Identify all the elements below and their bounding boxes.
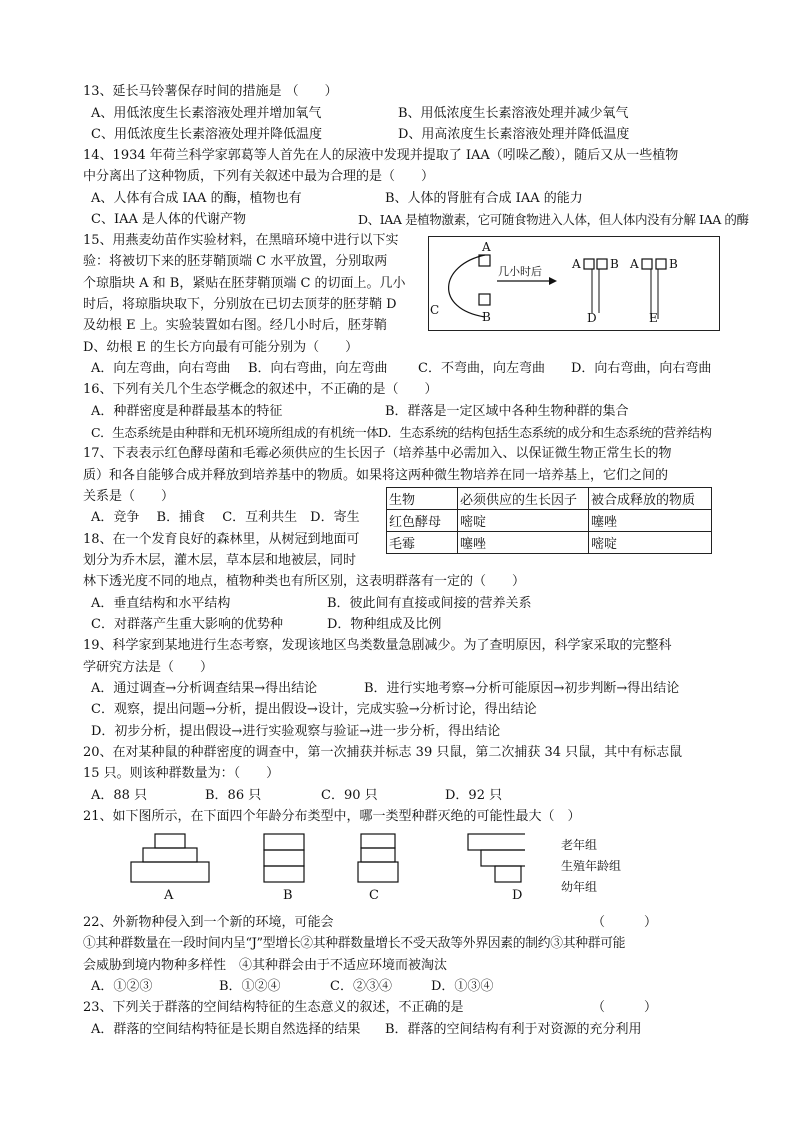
table-header-row bbox=[387, 488, 712, 510]
table-header-cell: 被合成释放的物质 bbox=[589, 488, 712, 510]
table-cell: 红色酵母 bbox=[387, 510, 458, 532]
pyramid-label-d: D bbox=[512, 888, 523, 903]
q15-option-c: C．不弯曲，向左弯曲 bbox=[418, 361, 545, 376]
q13-option-a: A、用低浓度生长素溶液处理并增加氧气 bbox=[91, 106, 322, 121]
q20-option-a: A．88 只 bbox=[91, 788, 148, 803]
age-pyramid-c bbox=[358, 834, 398, 882]
table-cell: 嘧啶 bbox=[589, 532, 712, 554]
q15-line-4: 时后，将琼脂块取下，分别放在已切去顶芽的胚芽鞘 D bbox=[83, 297, 397, 312]
age-pyramid-a bbox=[131, 834, 209, 882]
q20-option-b: B．86 只 bbox=[205, 788, 262, 803]
q18-option-c: C．对群落产生重大影响的优势种 bbox=[91, 617, 283, 632]
table-cell: 噻唑 bbox=[458, 532, 589, 554]
q15-line-3: 个琼脂块 A 和 B，紧贴在胚芽鞘顶端 C 的切面上。几小 bbox=[83, 276, 406, 291]
table-header-cell: 生物 bbox=[387, 488, 458, 510]
q22-line-2: 会威胁到境内物种多样性 ④其种群会由于不适应环境而被淘汰 bbox=[83, 958, 448, 973]
q18-option-a: A．垂直结构和水平结构 bbox=[91, 596, 231, 611]
figure-label-c: C bbox=[430, 303, 440, 317]
q15-option-b: B．向右弯曲，向左弯曲 bbox=[248, 361, 388, 376]
q22-answer-paren: （ ） bbox=[592, 915, 658, 930]
q18-line-3: 林下透光度不同的地点，植物种类也有所区别，这表明群落有一定的（ ） bbox=[83, 574, 526, 589]
q22-option-a: A．①②③ bbox=[91, 979, 153, 994]
pyramid-label-a: A bbox=[164, 888, 174, 903]
q23-option-a: A．群落的空间结构特征是长期自然选择的结果 bbox=[91, 1022, 361, 1037]
q13-option-c: C、用低浓度生长素溶液处理并降低温度 bbox=[91, 127, 322, 142]
q14-line-2: 中分离出了这种物质，下列有关叙述中最为合理的是（ ） bbox=[83, 169, 435, 184]
figure-label-a-far: A bbox=[630, 257, 639, 271]
q22-option-c: C．②③④ bbox=[330, 979, 392, 994]
legend-young-age: 幼年组 bbox=[561, 880, 598, 894]
q22-option-d: D．①③④ bbox=[431, 979, 494, 994]
figure-label-a: A bbox=[482, 240, 491, 254]
q18-option-d: D．物种组成及比例 bbox=[327, 617, 442, 632]
q13-option-b: B、用低浓度生长素溶液处理并减少氧气 bbox=[398, 106, 629, 121]
coleoptile-experiment-figure bbox=[428, 236, 720, 331]
age-structure-diagrams bbox=[125, 828, 525, 903]
table-row bbox=[387, 532, 712, 554]
q14-line-1: 14、1934 年荷兰科学家郭葛等人首先在人的尿液中发现并提取了 IAA（吲哚乙酸），随后又从一些植物 bbox=[83, 148, 679, 163]
table-header-cell: 必须供应的生长因子 bbox=[458, 488, 589, 510]
legend-old-age: 老年组 bbox=[561, 838, 598, 852]
q23-answer-paren: （ ） bbox=[592, 1000, 658, 1015]
q17-options: A．竞争 B．捕食 C．互利共生 D．寄生 bbox=[91, 510, 360, 525]
figure-label-b: B bbox=[482, 310, 491, 324]
q15-line-2: 验：将被切下来的胚芽鞘顶端 C 水平放置，分别取两 bbox=[83, 254, 388, 269]
q22-stem: 22、外新物种侵入到一个新的环境，可能会 bbox=[83, 915, 334, 930]
table-cell: 嘧啶 bbox=[458, 510, 589, 532]
q23-stem: 23、下列关于群落的空间结构特征的生态意义的叙述，不正确的是 bbox=[83, 1000, 464, 1015]
q19-line-1: 19、科学家到某地进行生态考察，发现该地区鸟类数量急剧减少。为了查明原因，科学家采取的完整科 bbox=[83, 638, 672, 653]
figure-label-b-right: B bbox=[610, 257, 619, 271]
figure-label-e: E bbox=[649, 311, 658, 325]
growth-factor-table bbox=[386, 487, 712, 554]
q13-option-d: D、用高浓度生长素溶液处理并降低温度 bbox=[398, 127, 630, 142]
table-row bbox=[387, 510, 712, 532]
q19-option-c: C．观察，提出问题→分析，提出假设→设计，完成实验→分析讨论，得出结论 bbox=[91, 702, 537, 717]
q16-option-c: C．生态系统是由种群和无机环境所组成的有机统一体 bbox=[91, 425, 379, 440]
q18-line-1: 18、在一个发育良好的森林里，从树冠到地面可 bbox=[83, 532, 360, 547]
q18-option-b: B．彼此间有直接或间接的营养关系 bbox=[327, 596, 532, 611]
table-cell: 毛霉 bbox=[387, 532, 458, 554]
q15-option-d: D．向右弯曲，向右弯曲 bbox=[571, 361, 712, 376]
age-pyramid-b bbox=[264, 834, 304, 882]
q14-option-c: C、IAA 是人体的代谢产物 bbox=[91, 212, 246, 227]
q14-option-d: D、IAA 是植物激素，它可随食物进入人体，但人体内没有分解 IAA 的酶 bbox=[358, 212, 749, 227]
q14-option-a: A、人体有合成 IAA 的酶，植物也有 bbox=[91, 191, 302, 206]
q19-option-b: B．进行实地考察→分析可能原因→初步判断→得出结论 bbox=[364, 681, 680, 696]
q15-line-5: 及幼根 E 上。实验装置如右图。经几小时后，胚芽鞘 bbox=[83, 318, 387, 333]
pyramid-label-c: C bbox=[369, 888, 379, 903]
q20-line-2: 15 只。则该种群数量为：（ ） bbox=[83, 766, 280, 781]
coleoptile-experiment-drawing bbox=[429, 237, 719, 330]
q22-line-1: ①其种群数量在一段时间内呈“J”型增长②其种群数量增长不受天敌等外界因素的制约③其种群可能 bbox=[83, 936, 626, 951]
q20-line-1: 20、在对某种鼠的种群密度的调查中，第一次捕获并标志 39 只鼠，第二次捕获 34 只鼠，其中有标志鼠 bbox=[83, 745, 683, 760]
q17-line-2: 质）和各自能够合成并释放到培养基中的物质。如果将这两种微生物培养在同一培养基上，它们之间的 bbox=[83, 468, 669, 483]
q14-option-b: B、人体的肾脏有合成 IAA 的能力 bbox=[385, 191, 583, 206]
q23-option-b: B．群落的空间结构有利于对资源的充分利用 bbox=[385, 1022, 642, 1037]
q17-line-1: 17、下表表示红色酵母菌和毛霉必须供应的生长因子（培养基中必需加入、以保证微生物正常生长的物 bbox=[83, 446, 672, 461]
figure-label-a-right: A bbox=[572, 257, 581, 271]
figure-label-d: D bbox=[587, 311, 597, 325]
figure-arrow-text: 几小时后 bbox=[498, 265, 542, 278]
q18-line-2: 划分为乔木层，灌木层，草本层和地被层，同时 bbox=[83, 553, 357, 568]
q19-line-2: 学研究方法是（ ） bbox=[83, 660, 214, 675]
q19-option-d: D．初步分析，提出假设→进行实验观察与验证→进一步分析，得出结论 bbox=[91, 724, 501, 739]
age-pyramid-d bbox=[468, 834, 525, 882]
q15-line-1: 15、用燕麦幼苗作实验材料，在黑暗环境中进行以下实 bbox=[83, 233, 399, 248]
q20-option-c: C．90 只 bbox=[321, 788, 378, 803]
q13-stem: 13、延长马铃薯保存时间的措施是 （ ） bbox=[83, 84, 338, 99]
q20-option-d: D．92 只 bbox=[445, 788, 503, 803]
q16-stem: 16、下列有关几个生态学概念的叙述中，不正确的是（ ） bbox=[83, 382, 438, 397]
q17-line-3: 关系是（ ） bbox=[83, 489, 175, 504]
q22-option-b: B．①②④ bbox=[219, 979, 281, 994]
q16-option-a: A．种群密度是种群最基本的特征 bbox=[91, 404, 283, 419]
q19-option-a: A．通过调查→分析调查结果→得出结论 bbox=[91, 681, 318, 696]
pyramid-label-b: B bbox=[283, 888, 293, 903]
q21-stem: 21、如下图所示，在下面四个年龄分布类型中，哪一类型种群灭绝的可能性最大（ ） bbox=[83, 809, 581, 824]
figure-label-b-far: B bbox=[669, 257, 678, 271]
q15-line-6: D、幼根 E 的生长方向最有可能分别为（ ） bbox=[83, 340, 359, 355]
q16-option-d: D．生态系统的结构包括生态系统的成分和生态系统的营养结构 bbox=[378, 425, 712, 440]
q15-option-a: A．向左弯曲，向右弯曲 bbox=[91, 361, 231, 376]
table-cell: 噻唑 bbox=[589, 510, 712, 532]
q16-option-b: B．群落是一定区域中各种生物种群的集合 bbox=[385, 404, 629, 419]
legend-reproductive-age: 生殖年龄组 bbox=[561, 859, 622, 873]
